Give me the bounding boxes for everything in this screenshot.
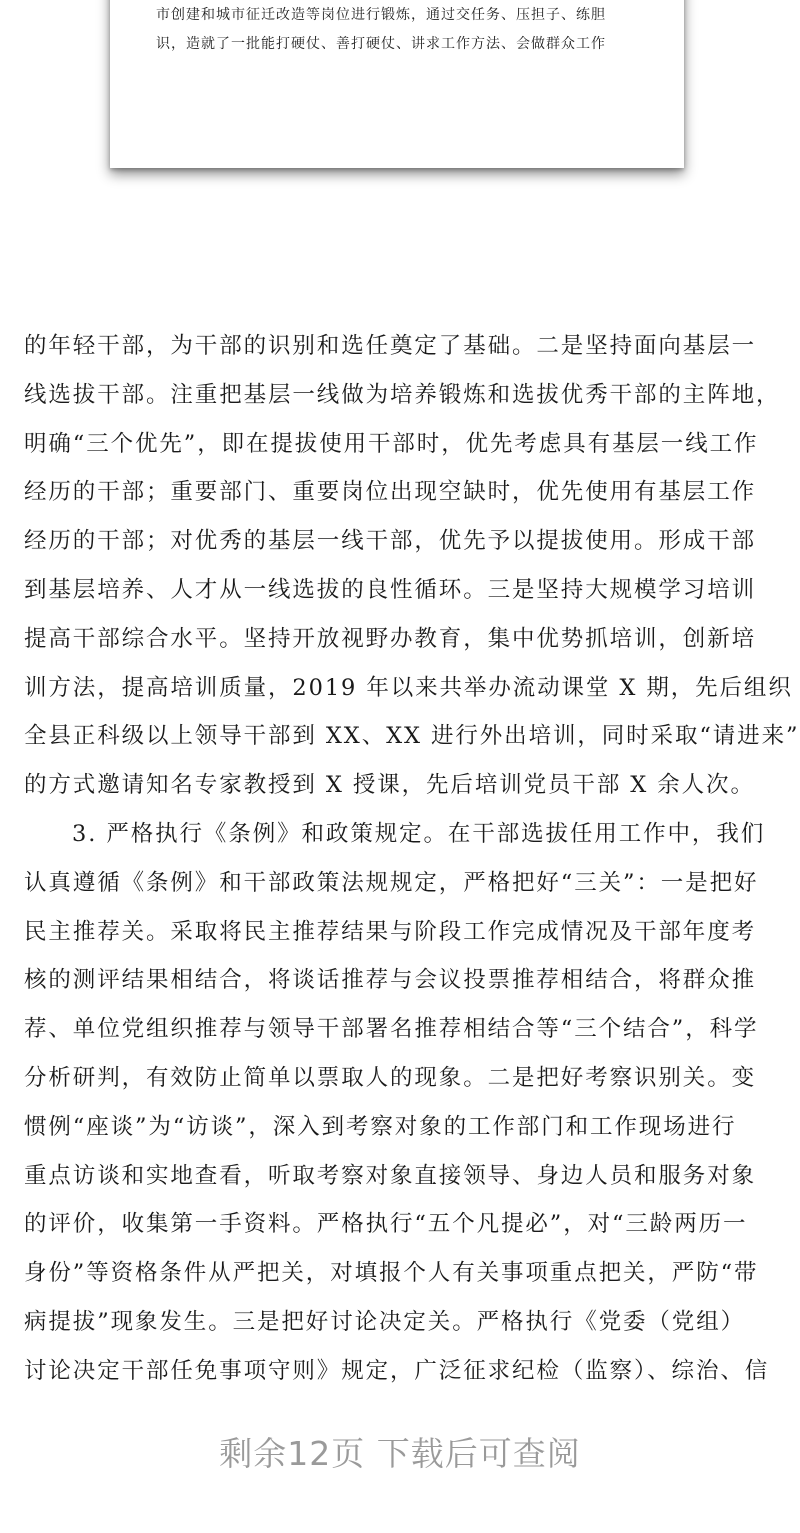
document-preview-card bbox=[110, 0, 684, 168]
body-line: 经历的干部；对优秀的基层一线干部，优先予以提拔使用。形成干部 bbox=[24, 528, 757, 555]
body-line: 重点访谈和实地查看，听取考察对象直接领导、身边人员和服务对象 bbox=[24, 1162, 757, 1189]
body-line: 认真遵循《条例》和干部政策法规规定，严格把好“三关”：一是把好 bbox=[24, 869, 759, 896]
body-line: 核的测评结果相结合，将谈话推荐与会议投票推荐相结合，将群众推 bbox=[24, 967, 757, 994]
body-line: 身份”等资格条件从严把关，对填报个人有关事项重点把关，严防“带 bbox=[24, 1260, 759, 1287]
body-line: 提高干部综合水平。坚持开放视野办教育，集中优势抓培训，创新培 bbox=[24, 625, 757, 652]
remaining-pages-download-prompt[interactable]: 剩余12页 下载后可查阅 bbox=[219, 1434, 581, 1473]
body-line: 民主推荐关。采取将民主推荐结果与阶段工作完成情况及干部年度考 bbox=[24, 918, 757, 945]
body-line: 惯例“座谈”为“访谈”，深入到考察对象的工作部门和工作现场进行 bbox=[24, 1113, 737, 1140]
card-text-line: 识，造就了一批能打硬仗、善打硬仗、讲求工作方法、会做群众工作 bbox=[156, 36, 606, 52]
body-line: 的年轻干部，为干部的识别和选任奠定了基础。二是坚持面向基层一 bbox=[24, 333, 757, 359]
body-line: 到基层培养、人才从一线选拔的良性循环。三是坚持大规模学习培训 bbox=[24, 576, 757, 603]
body-line: 的评价，收集第一手资料。严格执行“五个凡提必”，对“三龄两历一 bbox=[24, 1211, 748, 1238]
body-line: 线选拔干部。注重把基层一线做为培养锻炼和选拔优秀干部的主阵地， bbox=[24, 381, 781, 408]
card-text-line: 市创建和城市征迁改造等岗位进行锻炼，通过交任务、压担子、练胆 bbox=[156, 7, 606, 23]
body-line: 训方法，提高培训质量，2019 年以来共举办流动课堂 X 期，先后组织 bbox=[24, 674, 793, 701]
body-line: 全县正科级以上领导干部到 XX、XX 进行外出培训，同时采取“请进来” bbox=[24, 723, 800, 750]
body-line: 的方式邀请知名专家教授到 X 授课，先后培训党员干部 X 余人次。 bbox=[24, 772, 755, 799]
body-line: 荐、单位党组织推荐与领导干部署名推荐相结合等“三个结合”，科学 bbox=[24, 1016, 759, 1043]
body-line: 经历的干部；重要部门、重要岗位出现空缺时，优先使用有基层工作 bbox=[24, 479, 757, 506]
body-line: 分析研判，有效防止简单以票取人的现象。二是把好考察识别关。变 bbox=[24, 1064, 757, 1091]
body-line: 病提拔”现象发生。三是把好讨论决定关。严格执行《党委（党组） bbox=[24, 1308, 746, 1335]
body-line: 明确“三个优先”，即在提拔使用干部时，优先考虑具有基层一线工作 bbox=[24, 430, 759, 457]
document-body bbox=[24, 322, 800, 1396]
paragraph-start-line: 3. 严格执行《条例》和政策规定。在干部选拔任用工作中，我们 bbox=[72, 820, 766, 847]
body-line: 讨论决定干部任免事项守则》规定，广泛征求纪检（监察）、综治、信 bbox=[24, 1357, 770, 1384]
